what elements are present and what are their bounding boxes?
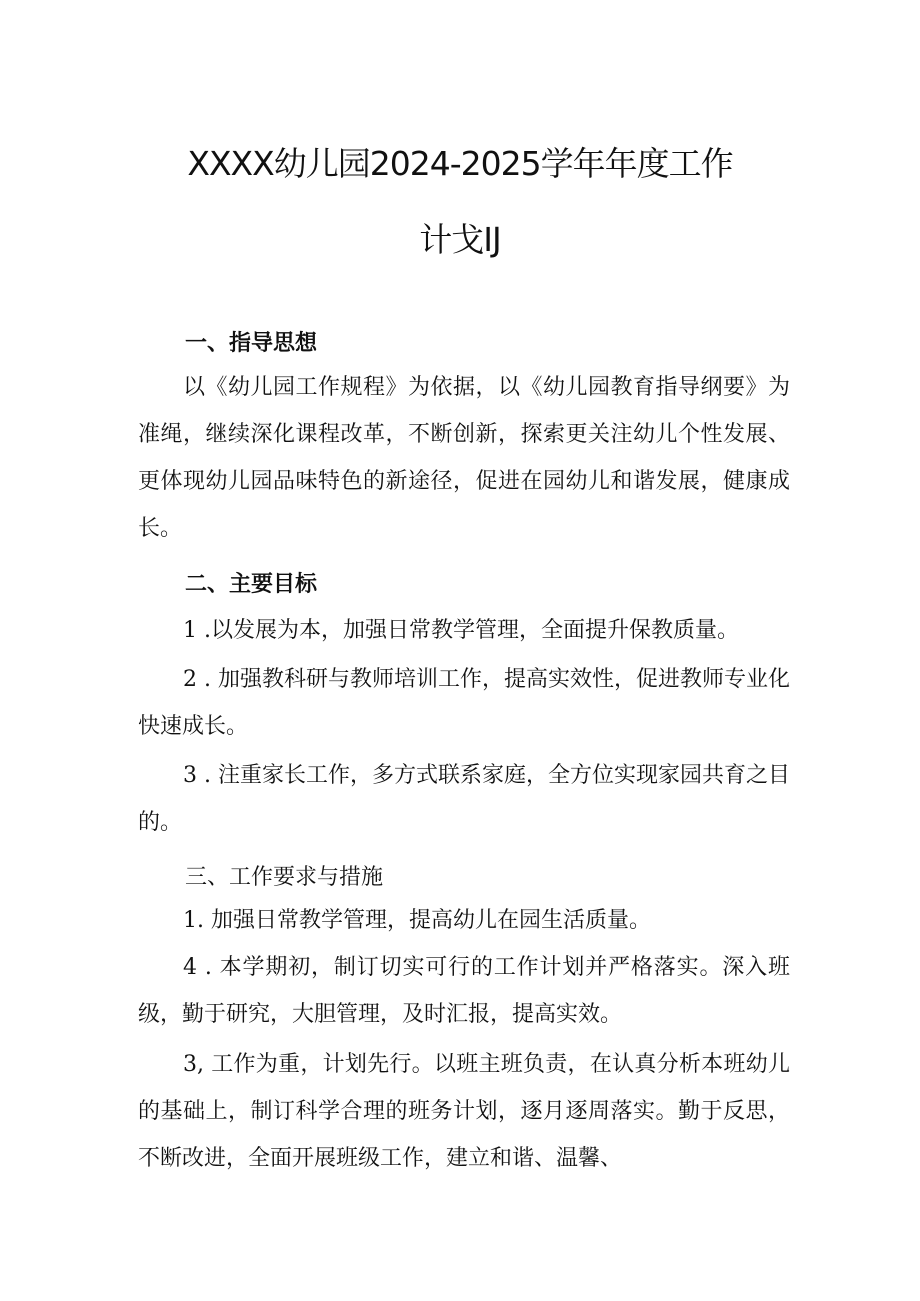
paragraph-measure-3: 3, 工作为重，计划先行。以班主班负责，在认真分析本班幼儿的基础上，制订科学合理的班务计划，逐月逐周落实。勤于反思，不断改进，全面开展班级工作，建立和谐、温馨、 [138,1052,790,1171]
paragraph-measure-1: 1. 加强日常教学管理，提高幼儿在园生活质量。 [183,908,651,933]
section-heading-requirements: 三、工作要求与措施 [185,865,384,890]
section-heading-guiding-ideology: 一、指导思想 [185,331,318,356]
paragraph-goal-2: 2 . 加强教科研与教师培训工作，提高实效性，促进教师专业化快速成长。 [138,667,790,739]
document-title-line-2: 计戈IJ [419,220,501,259]
section-heading-main-goals: 二、主要目标 [185,572,318,597]
document-title-line-1: XXXX幼儿园2024-2025学年年度工作 [187,144,733,183]
paragraph-goal-1: 1 .以发展为本，加强日常教学管理，全面提升保教质量。 [183,618,739,643]
paragraph-goal-3: 3 . 注重家长工作，多方式联系家庭，全方位实现家园共育之目的。 [138,763,790,835]
paragraph-measure-4: 4 . 本学期初，制订切实可行的工作计划并严格落实。深入班级，勤于研究，大胆管理，及时汇报，提高实效。 [138,955,790,1027]
paragraph-guiding-ideology: 以《幼儿园工作规程》为依据，以《幼儿园教育指导纲要》为准绳，继续深化课程改革，不断创新，探索更关注幼儿个性发展、更体现幼儿园品味特色的新途径，促进在园幼儿和谐发展，健康成长。 [138,375,790,541]
